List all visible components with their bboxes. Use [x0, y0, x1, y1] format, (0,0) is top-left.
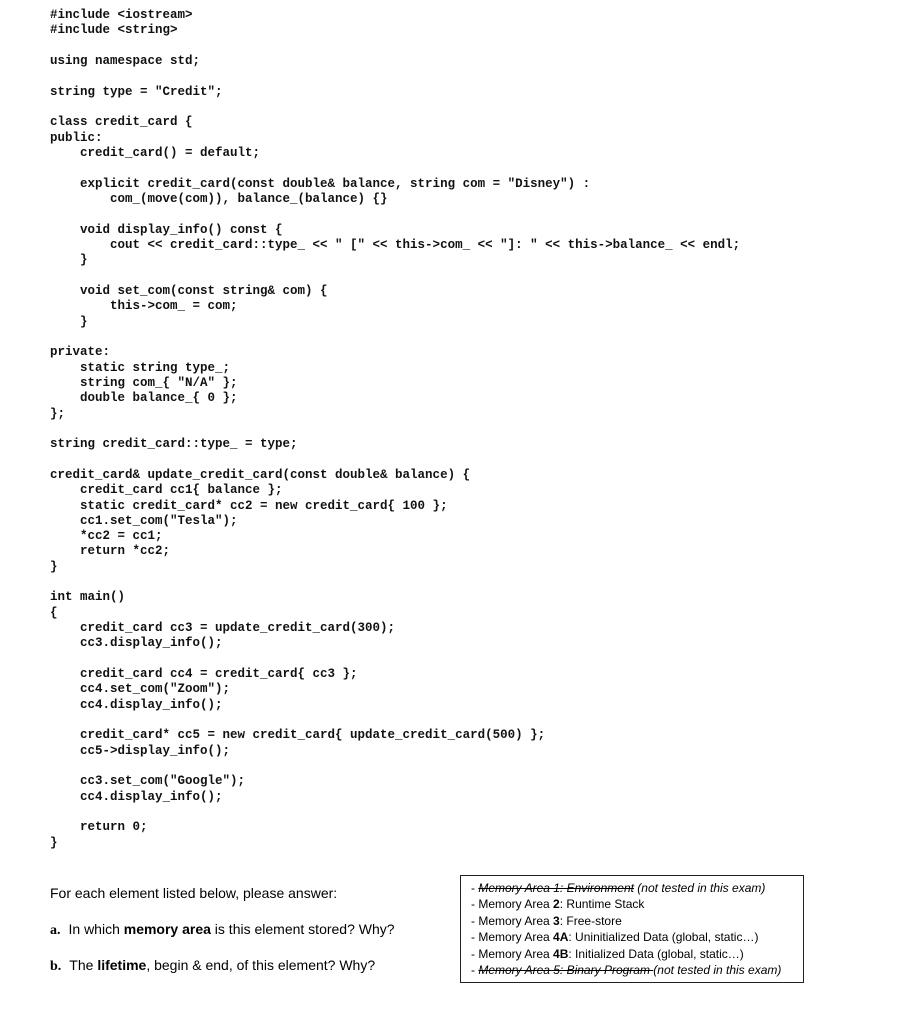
code-line: }: [50, 253, 88, 268]
code-line: credit_card* cc5 = new credit_card{ update_credit_card(500) };: [50, 728, 546, 743]
code-line: cout << credit_card::type_ << " [" << this->com_ << "]: " << this->balance_ << endl;: [50, 237, 741, 252]
code-line: [50, 453, 740, 468]
code-line: return *cc2;: [50, 544, 171, 559]
question-a-text-post: is this element stored? Why?: [210, 921, 395, 937]
memory-area-number: 3: [553, 913, 560, 928]
memory-area-note: (not tested in this exam): [653, 963, 782, 978]
code-line: [50, 269, 740, 284]
code-line: void display_info() const {: [50, 222, 283, 237]
code-line: *cc2 = cc1;: [50, 529, 163, 544]
code-line: #include <iostream>: [50, 8, 193, 22]
question-b-text-post: , begin & end, of this element? Why?: [146, 957, 376, 973]
code-line: public:: [50, 130, 103, 145]
memory-area-note: (not tested in this exam): [633, 881, 766, 895]
memory-area-item: [471, 962, 793, 978]
memory-area-description: : Uninitialized Data (global, static…): [568, 930, 759, 945]
memory-area-item: [471, 913, 793, 929]
code-line: cc4.set_com("Zoom");: [50, 682, 231, 697]
question-b-label: b.: [50, 959, 62, 974]
memory-area-description: : Free-store: [559, 913, 622, 928]
code-line: cc4.display_info();: [50, 697, 223, 712]
memory-area-item: [471, 880, 793, 896]
memory-area-dash: -: [471, 963, 479, 978]
question-a-text-pre: In which: [68, 921, 124, 937]
question-a-bold: memory area: [123, 921, 211, 937]
memory-area-prefix: Memory Area: [478, 897, 554, 912]
code-line: void set_com(const string& com) {: [50, 283, 328, 298]
code-line: }: [50, 835, 58, 850]
question-a-label: a.: [50, 923, 61, 938]
memory-area-struck: Memory Area 5: Binary Program: [478, 963, 654, 978]
code-line: }: [50, 314, 88, 329]
code-line: static credit_card* cc2 = new credit_card{ 100 };: [50, 498, 448, 513]
code-line: [50, 161, 740, 176]
code-line: [50, 713, 740, 728]
code-line: using namespace std;: [50, 53, 201, 68]
code-line: }: [50, 559, 58, 574]
code-line: };: [50, 406, 66, 421]
code-line: cc4.display_info();: [50, 789, 223, 804]
code-line: [50, 207, 740, 222]
memory-area-prefix: Memory Area: [478, 930, 554, 945]
code-line: [50, 652, 740, 667]
code-line: return 0;: [50, 820, 148, 835]
code-line: cc3.display_info();: [50, 636, 223, 651]
memory-area-description: : Runtime Stack: [559, 897, 645, 912]
memory-area-prefix: Memory Area: [478, 913, 554, 928]
code-line: {: [50, 605, 58, 620]
code-line: cc1.set_com("Tesla");: [50, 513, 238, 528]
code-line: [50, 100, 740, 115]
code-line: string type = "Credit";: [50, 84, 223, 99]
code-line: double balance_{ 0 };: [50, 391, 238, 406]
code-line: credit_card cc4 = credit_card{ cc3 };: [50, 667, 358, 682]
memory-area-item: [471, 896, 793, 912]
code-line: this->com_ = com;: [50, 299, 238, 314]
code-line: string com_{ "N/A" };: [50, 375, 238, 390]
question-b: [50, 957, 375, 975]
code-line: #include <string>: [50, 23, 178, 38]
code-line: cc5->display_info();: [50, 743, 231, 758]
code-line: [50, 575, 740, 590]
code-line: [50, 39, 740, 54]
code-line: explicit credit_card(const double& balance, string com = "Disney") :: [50, 176, 591, 191]
code-line: cc3.set_com("Google");: [50, 774, 246, 789]
question-a: [50, 921, 395, 939]
code-line: [50, 422, 740, 437]
memory-area-number: 2: [553, 897, 560, 912]
memory-area-prefix: Memory Area: [478, 946, 554, 961]
code-line: credit_card() = default;: [50, 145, 261, 160]
code-line: credit_card& update_credit_card(const double& balance) {: [50, 467, 471, 482]
memory-area-item: [471, 946, 793, 962]
memory-area-dash: -: [471, 881, 479, 895]
code-line: string credit_card::type_ = type;: [50, 437, 298, 452]
memory-area-dash: -: [471, 913, 479, 928]
code-line: [50, 759, 740, 774]
code-line: private:: [50, 345, 111, 360]
code-line: com_(move(com)), balance_(balance) {}: [50, 191, 388, 206]
code-line: [50, 330, 740, 345]
memory-area-description: : Initialized Data (global, static…): [568, 946, 744, 961]
code-line: credit_card cc3 = update_credit_card(300);: [50, 621, 396, 636]
code-line: [50, 805, 740, 820]
question-b-bold: lifetime: [97, 957, 147, 973]
memory-area-dash: -: [471, 930, 479, 945]
code-listing: [50, 8, 740, 851]
memory-area-struck: Memory Area 1: Environment: [478, 881, 634, 895]
code-line: static string type_;: [50, 360, 231, 375]
prompt-intro: For each element listed below, please answer:: [50, 885, 338, 901]
code-line: [50, 69, 740, 84]
question-b-text-pre: The: [69, 957, 98, 973]
memory-area-number: 4A: [553, 930, 569, 945]
code-line: int main(): [50, 590, 126, 605]
memory-area-dash: -: [471, 946, 479, 961]
memory-area-number: 4B: [553, 946, 569, 961]
code-line: credit_card cc1{ balance };: [50, 483, 283, 498]
memory-area-legend: [460, 875, 804, 983]
code-line: class credit_card {: [50, 115, 193, 130]
memory-area-dash: -: [471, 897, 479, 912]
memory-area-item: [471, 929, 793, 945]
